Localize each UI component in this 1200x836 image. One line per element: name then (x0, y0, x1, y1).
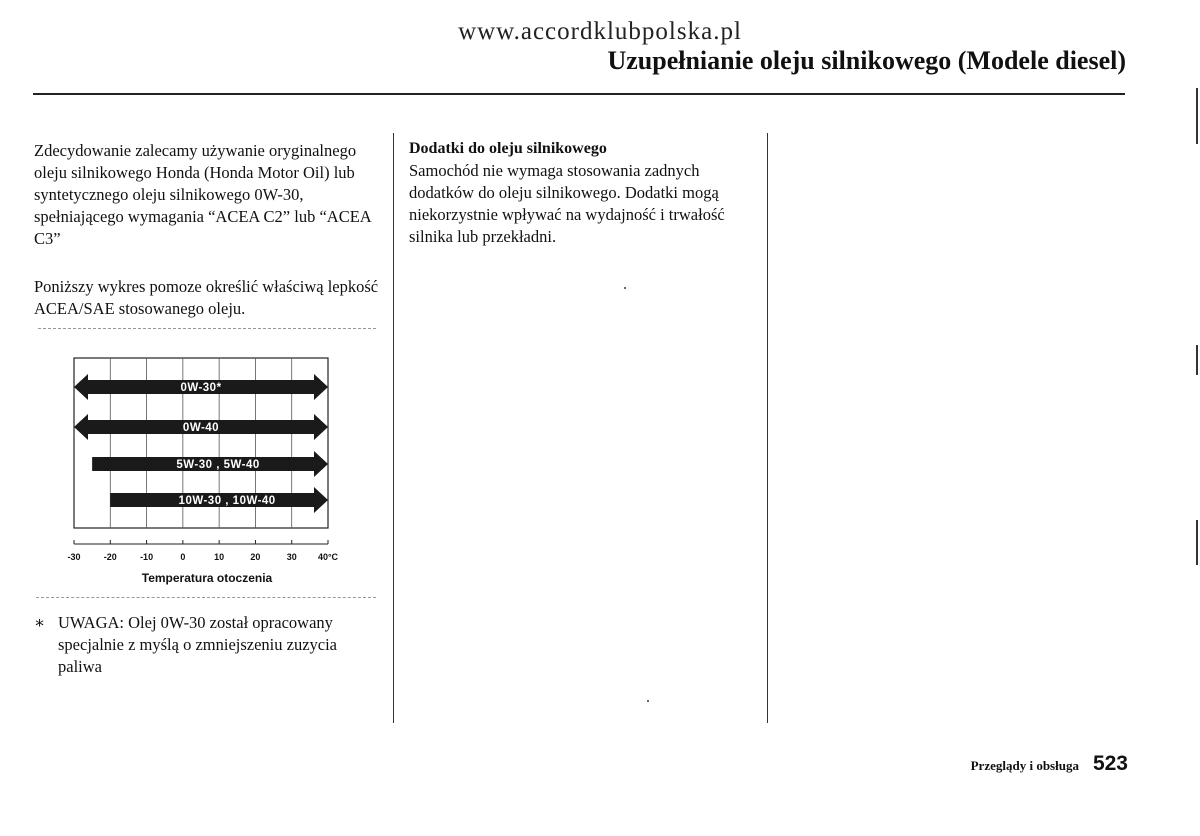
note-text: UWAGA: Olej 0W-30 został opracowany specjalnie z myślą o zmniejszeniu zuzycia paliwa (58, 613, 338, 676)
speck (624, 287, 626, 289)
tick-label: 30 (286, 552, 297, 562)
range-bar-label: 0W-30* (180, 382, 222, 394)
tick-label: -30 (67, 552, 81, 562)
viscosity-chart (35, 340, 375, 600)
chart-intro-paragraph: Poniższy wykres pomoze określić właściwą lepkość ACEA/SAE stosowanego oleju. (34, 277, 379, 318)
chart-top-dashes (38, 328, 376, 329)
additives-body: Samochód nie wymaga stosowania zadnych dodatków do oleju silnikowego. Dodatki mogą niekorzystnie wpływać na wydajność i trwałość silnika lub przekładni. (409, 161, 725, 246)
viscosity-chart-svg (35, 340, 375, 600)
recommendation-paragraph: Zdecydowanie zalecamy używanie oryginalnego oleju silnikowego Honda (Honda Motor Oil) lub syntetycznego oleju silnikowego 0W-30, spełniającego wymagania “ACEA C2” lub “ACEA C3” (34, 141, 371, 248)
header-rule (33, 93, 1125, 95)
speck (647, 700, 649, 702)
page-footer (971, 752, 1128, 776)
range-bar-label: 5W-30 , 5W-40 (176, 459, 260, 471)
edge-mark-middle (1196, 345, 1198, 375)
column-divider-left (393, 133, 394, 723)
tick-label: -20 (103, 552, 117, 562)
range-bar-label: 10W-30 , 10W-40 (178, 495, 276, 507)
tick-label: 40°C (317, 552, 339, 562)
page-number: 523 (1092, 752, 1128, 775)
column-divider-right (767, 133, 768, 723)
page-title: Uzupełnianie oleju silnikowego (Modele diesel) (607, 46, 1126, 75)
additives-section (409, 138, 759, 248)
note-marker: ∗ (34, 613, 46, 632)
range-bar-label: 0W-40 (182, 422, 220, 434)
tick-label: 20 (250, 552, 261, 562)
footer-section-name: Przeglądy i obsługa (970, 758, 1079, 773)
chart-xlabel: Temperatura otoczenia (141, 571, 273, 585)
website-url: www.accordklubpolska.pl (458, 18, 742, 45)
tick-label: 0 (180, 552, 186, 562)
edge-mark-bottom (1196, 520, 1198, 565)
additives-heading: Dodatki do oleju silnikowego (409, 140, 607, 157)
tick-label: -10 (140, 552, 154, 562)
note (34, 612, 379, 678)
tick-label: 10 (214, 552, 225, 562)
edge-mark-top (1196, 88, 1198, 144)
